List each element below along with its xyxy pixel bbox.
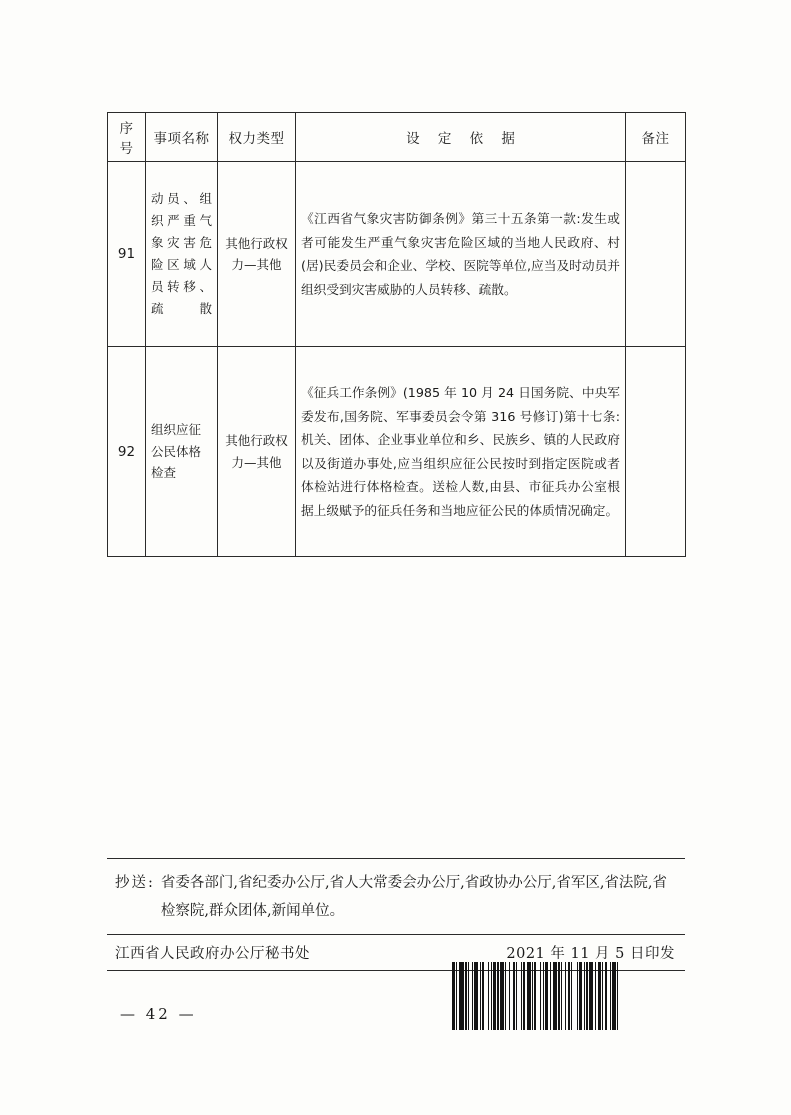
table-row bbox=[108, 347, 686, 557]
barcode bbox=[452, 962, 667, 1030]
row-legal-basis: 《征兵工作条例》(1985 年 10 月 24 日国务院、中央军委发布,国务院、军事委员会令第 316 号修订)第十七条:机关、团体、企业事业单位和乡、民族乡、镇的人民政府以及街道办事处,应当组织应征公民按时到指定医院或者体检站进行体格检查。送检人数,由县、市征兵办公室根据上级赋予的征兵任务和当地应征公民的体质情况确定。 bbox=[296, 347, 626, 557]
row-power-type: 其他行政权力—其他 bbox=[218, 347, 296, 557]
header-事项名称: 事项名称 bbox=[146, 113, 218, 162]
row-item-name: 组织应征公民体格检查 bbox=[146, 347, 218, 557]
table-row bbox=[108, 162, 686, 347]
row-number: 91 bbox=[108, 162, 146, 347]
table-header-row bbox=[108, 113, 686, 162]
row-remark bbox=[626, 162, 686, 347]
row-power-type: 其他行政权力—其他 bbox=[218, 162, 296, 347]
print-date: 2021 年 11 月 5 日印发 bbox=[506, 945, 675, 962]
carbon-copy-label: 抄送: bbox=[115, 875, 155, 891]
document-footer bbox=[107, 858, 685, 971]
carbon-copy-row bbox=[107, 859, 685, 934]
header-备注: 备注 bbox=[626, 113, 686, 162]
carbon-copy-text: 省委各部门,省纪委办公厅,省人大常委会办公厅,省政协办公厅,省军区,省法院,省检察院,群众团体,新闻单位。 bbox=[160, 875, 668, 920]
header-权力类型: 权力类型 bbox=[218, 113, 296, 162]
header-设定依据: 设 定 依 据 bbox=[296, 113, 626, 162]
issuer-name: 江西省人民政府办公厅秘书处 bbox=[115, 945, 310, 962]
row-item-name: 动员、组织严重气象灾害危险区域人员转移、疏散 bbox=[146, 162, 218, 347]
header-序号: 序号 bbox=[108, 113, 146, 162]
row-legal-basis: 《江西省气象灾害防御条例》第三十五条第一款:发生或者可能发生严重气象灾害危险区域的当地人民政府、村(居)民委员会和企业、学校、医院等单位,应当及时动员并组织受到灾害威胁的人员转移、疏散。 bbox=[296, 162, 626, 347]
page-number: — 42 — bbox=[120, 1005, 197, 1023]
power-list-table bbox=[107, 112, 685, 557]
row-number: 92 bbox=[108, 347, 146, 557]
row-remark bbox=[626, 347, 686, 557]
